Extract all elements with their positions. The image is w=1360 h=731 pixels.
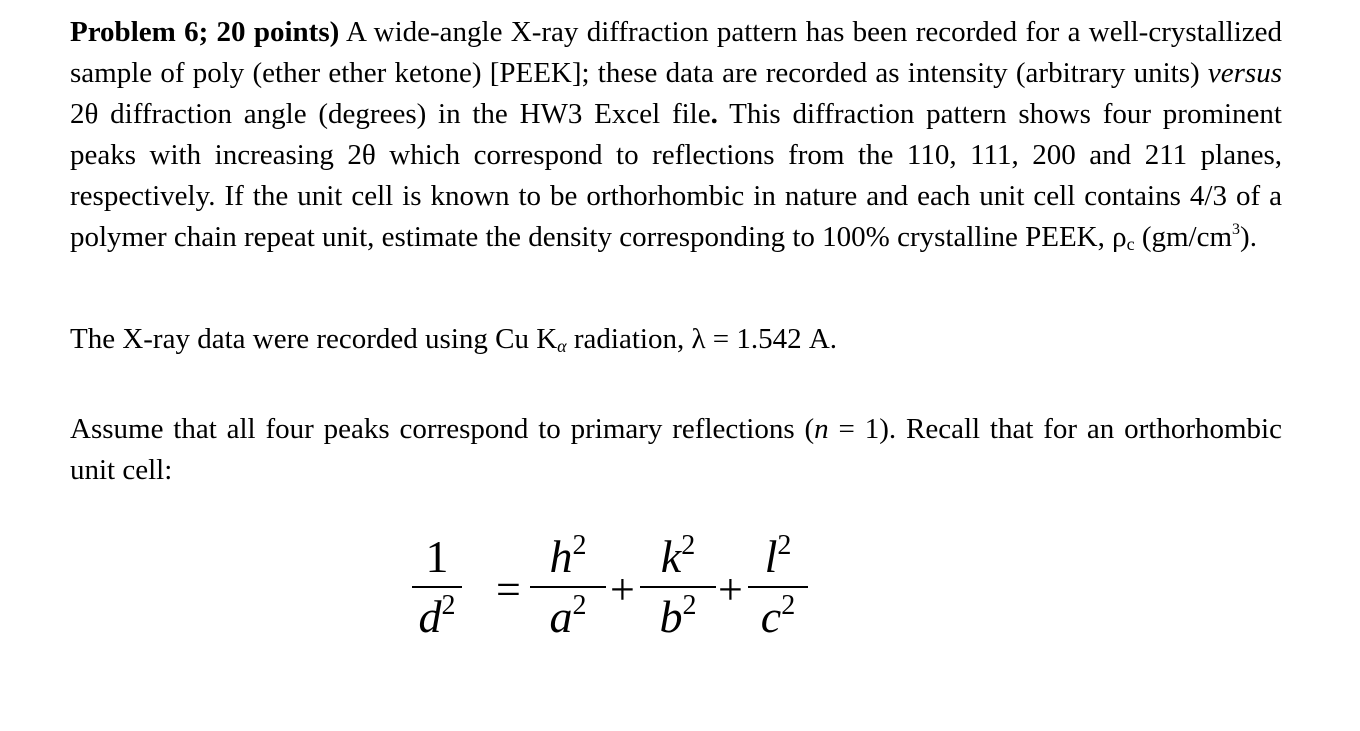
assumption-statement xyxy=(70,409,1282,491)
problem-statement xyxy=(70,12,1282,265)
problem-heading: Problem 6; 20 points) xyxy=(70,16,340,48)
b-denominator: $b^2$ xyxy=(659,590,697,642)
radiation-statement xyxy=(70,319,1282,367)
l-over-c-fraction xyxy=(748,532,808,646)
lhs-denominator: $d^2$ xyxy=(418,590,456,642)
lhs-numerator: 1 xyxy=(425,531,449,582)
problem-text-2: 2θ diffraction angle (degrees) in the HW3 Excel file xyxy=(70,98,711,130)
lhs-fraction xyxy=(412,532,462,646)
problem-text-3: This diffraction pattern shows four prominent peaks with increasing 2θ which correspond to reflections from the 110, 111, 200 and 211 planes, respectively. If the unit cell is known to be orthorhombic in nature and each unit cell contains 4/3 of a polymer chain repeat unit, estimate the density corresponding to 100% crystalline PEEK, ρ xyxy=(70,98,1282,253)
orthorhombic-formula xyxy=(412,532,812,662)
units-exponent: 3 xyxy=(1232,221,1241,238)
bold-period: . xyxy=(710,98,718,130)
units-close: ). xyxy=(1240,221,1257,253)
n-variable: n xyxy=(814,413,829,445)
c-denominator: $c^2$ xyxy=(760,590,796,642)
k-over-b-fraction xyxy=(640,532,716,646)
k-numerator: $k^2$ xyxy=(660,530,696,582)
radiation-text-2: radiation, λ = 1.542 A. xyxy=(566,323,838,355)
equals-sign: = xyxy=(496,565,521,614)
h-numerator: $h^2$ xyxy=(549,530,587,582)
assume-text-2: = 1). Recall that for an orthorhombic unit cell: xyxy=(70,413,1282,486)
rho-subscript: c xyxy=(1126,234,1135,254)
radiation-text-1: The X-ray data were recorded using Cu K xyxy=(70,323,558,355)
units-open: (gm/cm xyxy=(1141,221,1233,253)
plus-sign-1: + xyxy=(610,565,635,614)
assume-text-1: Assume that all four peaks correspond to primary reflections ( xyxy=(70,413,815,445)
plus-sign-2: + xyxy=(718,565,743,614)
problem-page xyxy=(70,12,1282,491)
a-denominator: $a^2$ xyxy=(549,590,587,642)
l-numerator: $l^2$ xyxy=(764,530,792,582)
problem-text-1: A wide-angle X-ray diffraction pattern has been recorded for a well-crystallized sample of poly (ether ether ketone) [PEEK]; these data are recorded as intensity (arbitrary units) xyxy=(70,16,1282,89)
versus-word: versus xyxy=(1207,57,1282,89)
k-alpha-subscript: α xyxy=(557,336,567,356)
h-over-a-fraction xyxy=(530,532,606,646)
